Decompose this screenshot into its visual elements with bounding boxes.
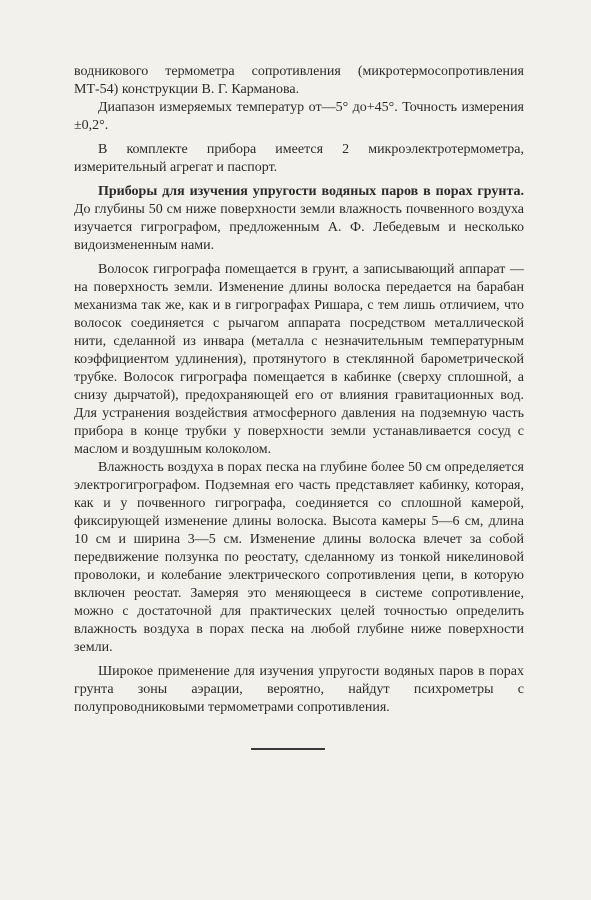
paragraph-vapor-instruments	[74, 183, 524, 255]
paragraph-hygrograph-hair	[74, 261, 524, 459]
paragraph-text: До глубины 50 см ниже поверхности земли влажность почвенного воздуха изучается гигрографом, предложенным А. Ф. Лебедевым и несколько видоизмененным нами.	[74, 202, 524, 253]
paragraph-kit-contents	[74, 141, 524, 177]
end-of-section-rule	[251, 748, 325, 750]
paragraph-electrohygrograph	[74, 459, 524, 657]
section-heading: Приборы для изучения упругости водяных паров в порах грунта.	[98, 184, 524, 199]
page-text	[74, 63, 524, 717]
paragraph-text: Широкое применение для изучения упругости водяных паров в порах грунта зоны аэрации, вероятно, найдут психрометры с полупроводниковыми термометрами сопротивления.	[74, 664, 524, 715]
paragraph-text: водникового термометра сопротивления (микротермосопротивления МТ-54) конструкции В. Г. Карманова.	[74, 64, 524, 97]
paragraph-psychrometers	[74, 663, 524, 717]
paragraph-text: Волосок гигрографа помещается в грунт, а записывающий аппарат — на поверхность земли. Изменение длины волоска передается на барабан механизма так же, как и в гигрографах Ришара, с тем лишь отличием, что волосок соединяется с рычагом аппарата посредством металлической нити, сделанной из инвара (металла с незначительным температурным коэффициентом удлинения), протянутого в стеклянной барометрической трубке. Волосок гигрографа помещается в кабинке (сверху сплошной, а снизу дырчатой), предохраняющей его от влияния гравитационных вод. Для устранения воздействия атмосферного давления на подземную часть прибора в конце трубки у поверхности земли устанавливается сосуд с маслом и воздушным колоколом.	[74, 262, 524, 457]
paragraph-temperature-range	[74, 99, 524, 135]
paragraph-text: Диапазон измеряемых температур от—5° до+45°. Точность измерения ±0,2°.	[74, 100, 524, 133]
paragraph-continuation	[74, 63, 524, 99]
paragraph-text: Влажность воздуха в порах песка на глубине более 50 см определяется электрогигрографом. Подземная его часть представляет кабинку, которая, как и у почвенного гигрографа, соединяется со сплошной камерой, фиксирующей изменение длины волоска. Высота камеры 5—6 см, длина 10 см и ширина 3—5 см. Изменение длины волоска влечет за собой передвижение ползунка по реостату, сделанному из тонкой никелиновой проволоки, и колебание электрического сопротивления цепи, в которую включен реостат. Замеряя это меняющееся в системе сопротивление, можно с достаточной для практических целей точностью определить влажность воздуха в порах песка на любой глубине ниже поверхности земли.	[74, 460, 524, 655]
paragraph-text: В комплекте прибора имеется 2 микроэлектротермометра, измерительный агрегат и паспорт.	[74, 142, 524, 175]
